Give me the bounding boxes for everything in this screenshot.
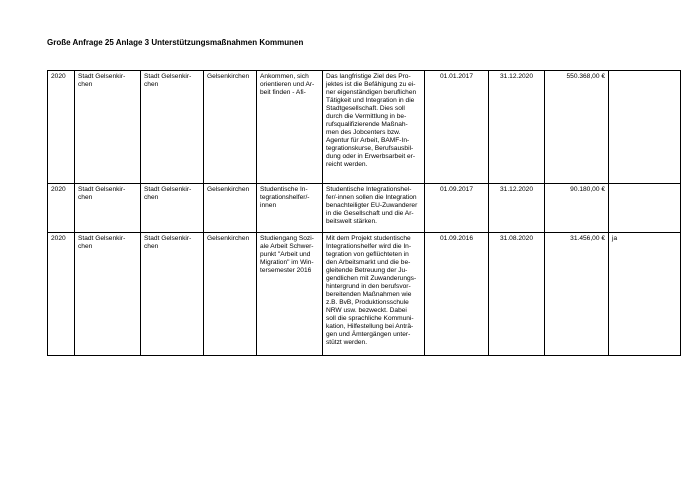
ziel-cell: Studentische Integrationshel- fer/-innen sollen die Integration benachteiligter EU-Zuwanderer in die Gesellschaft und die Ar- beitswelt stärken. <box>323 184 425 233</box>
table-row <box>48 71 681 184</box>
beginn-cell: 01.09.2017 <box>425 184 489 233</box>
traeger-cell: Stadt Gelsenkir- chen <box>75 184 141 233</box>
extra-cell <box>609 184 681 233</box>
measures-table <box>47 70 681 356</box>
traeger-cell: Stadt Gelsenkir- chen <box>75 71 141 184</box>
beginn-cell: 01.09.2016 <box>425 233 489 356</box>
ziel-cell: Das langfristige Ziel des Pro- jektes ist die Befähigung zu ei- ner eigenständigen beruflichen Tätigkeit und Integration in die Stadtgesellschaft. Dies soll durch die Vermittlung in be- rufsqualifizierende Maßnah- men des Jobcenters bzw. Agentur für Arbeit, BAMF-In- tegrationskurse, Berufsausbil- dung oder in Erwerbsarbeit er- reicht werden. <box>323 71 425 184</box>
antragsteller-cell: Stadt Gelsenkir- chen <box>141 233 204 356</box>
year-cell: 2020 <box>48 233 75 356</box>
beginn-cell: 01.01.2017 <box>425 71 489 184</box>
antragsteller-cell: Stadt Gelsenkir- chen <box>141 71 204 184</box>
ort-cell: Gelsenkirchen <box>204 184 257 233</box>
ziel-cell: Mit dem Projekt studentische Integrationshelfer wird die In- tegration von geflüchteten in den Arbeitsmarkt und die be- gleitende Betreuung der Ju- gendlichen mit Zuwanderungs- hintergrund in den berufsvor- bereitenden Maßnahmen wie z.B. BvB, Produktionsschule NRW usw. bezweckt. Dabei soll die sprachliche Kommuni- kation, Hilfestellung bei Anträ- gen und Ämtergängen unter- stützt werden. <box>323 233 425 356</box>
year-cell: 2020 <box>48 71 75 184</box>
ende-cell: 31.12.2020 <box>489 71 545 184</box>
betrag-cell: 90.180,00 € <box>545 184 609 233</box>
ort-cell: Gelsenkirchen <box>204 71 257 184</box>
table-row <box>48 184 681 233</box>
massnahme-cell: Ankommen, sich orientieren und Ar- beit finden - Afi- <box>257 71 323 184</box>
massnahme-cell: Studiengang Sozi- ale Arbeit Schwer- punkt "Arbeit und Migration" im Win- tersemester 2016 <box>257 233 323 356</box>
table-row <box>48 233 681 356</box>
ende-cell: 31.12.2020 <box>489 184 545 233</box>
ort-cell: Gelsenkirchen <box>204 233 257 356</box>
massnahme-cell: Studentische In- tegrationshelfer/- innen <box>257 184 323 233</box>
extra-cell <box>609 71 681 184</box>
year-cell: 2020 <box>48 184 75 233</box>
betrag-cell: 31.456,00 € <box>545 233 609 356</box>
ende-cell: 31.08.2020 <box>489 233 545 356</box>
traeger-cell: Stadt Gelsenkir- chen <box>75 233 141 356</box>
extra-cell: ja <box>609 233 681 356</box>
betrag-cell: 550.368,00 € <box>545 71 609 184</box>
antragsteller-cell: Stadt Gelsenkir- chen <box>141 184 204 233</box>
document-title: Große Anfrage 25 Anlage 3 Unterstützungsmaßnahmen Kommunen <box>47 38 304 47</box>
